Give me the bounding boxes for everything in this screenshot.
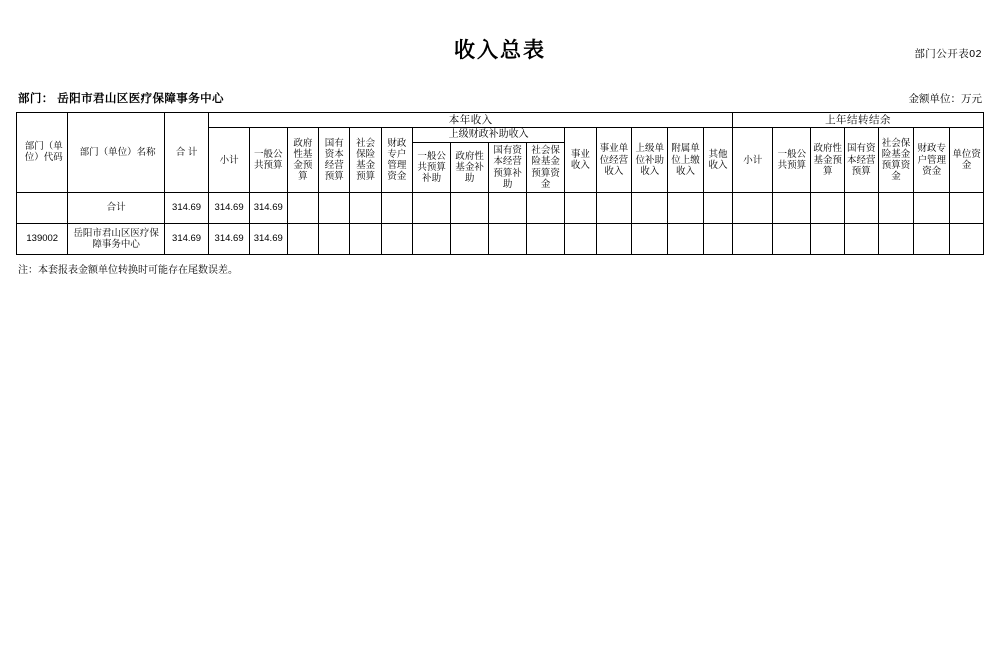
cell-cy-fiscal-special <box>381 223 412 254</box>
cell-total: 314.69 <box>164 223 209 254</box>
cell-cy-social-ins <box>350 192 381 223</box>
cell-co-subtotal <box>733 192 773 223</box>
cell-ss-state-capital <box>489 192 527 223</box>
cell-ss-gov-fund <box>451 223 489 254</box>
document-page <box>0 34 1000 669</box>
header-co-fiscal-special-account: 财政专户管理资金 <box>914 128 950 193</box>
header-co-social-insurance-fund: 社会保险基金预算资金 <box>878 128 914 193</box>
header-cy-superior-unit-subsidy-income: 上级单位补助收入 <box>632 128 668 193</box>
header-cy-social-insurance-fund: 社会保险基金预算 <box>350 128 381 193</box>
cell-co-gov-fund <box>811 223 845 254</box>
cell-co-general <box>773 192 811 223</box>
cell-cy-business-operating <box>596 192 632 223</box>
cell-cy-state-capital <box>319 192 350 223</box>
cell-dept-code: 139002 <box>17 223 68 254</box>
header-dept-name: 部门（单位）名称 <box>68 113 164 193</box>
header-cy-fiscal-special-account: 财政专户管理资金 <box>381 128 412 193</box>
header-dept-code: 部门（单位）代码 <box>17 113 68 193</box>
cell-cy-affiliated <box>668 192 704 223</box>
cell-dept-code <box>17 192 68 223</box>
meta-row <box>16 90 984 106</box>
cell-co-fiscal-special <box>914 223 950 254</box>
cell-co-fiscal-special <box>914 192 950 223</box>
cell-cy-superior-unit <box>632 223 668 254</box>
cell-ss-social-ins <box>527 223 565 254</box>
cell-dept-name: 岳阳市君山区医疗保障事务中心 <box>68 223 164 254</box>
header-cy-affiliated-unit-contribution: 附属单位上缴收入 <box>668 128 704 193</box>
cell-co-general <box>773 223 811 254</box>
cell-ss-social-ins <box>527 192 565 223</box>
header-co-subtotal: 小计 <box>733 128 773 193</box>
page-title: 收入总表 <box>454 39 546 62</box>
header-total: 合 计 <box>164 113 209 193</box>
header-ss-general-public-budget-subsidy: 一般公共预算补助 <box>413 143 451 193</box>
cell-cy-affiliated <box>668 223 704 254</box>
header-cy-business-income: 事业收入 <box>565 128 596 193</box>
form-code-label: 部门公开表02 <box>914 48 982 60</box>
cell-co-subtotal <box>733 223 773 254</box>
cell-co-state-capital <box>845 192 879 223</box>
header-ss-gov-fund-subsidy: 政府性基金补助 <box>451 143 489 193</box>
cell-ss-general <box>413 223 451 254</box>
header-co-general-public-budget: 一般公共预算 <box>773 128 811 193</box>
cell-dept-name: 合计 <box>68 192 164 223</box>
table-row <box>17 223 984 254</box>
amount-unit-label: 金额单位：万元 <box>908 93 982 105</box>
cell-cy-gov-fund <box>287 192 318 223</box>
revenue-summary-table <box>16 112 984 255</box>
header-superior-subsidy-group: 上级财政补助收入 <box>413 128 565 143</box>
cell-cy-superior-unit <box>632 192 668 223</box>
header-group-current-year: 本年收入 <box>209 113 733 128</box>
cell-cy-state-capital <box>319 223 350 254</box>
cell-cy-other <box>703 223 732 254</box>
cell-cy-fiscal-special <box>381 192 412 223</box>
header-co-state-capital-budget: 国有资本经营预算 <box>845 128 879 193</box>
cell-ss-state-capital <box>489 223 527 254</box>
cell-cy-gov-fund <box>287 223 318 254</box>
cell-co-state-capital <box>845 223 879 254</box>
header-ss-state-capital-subsidy: 国有资本经营预算补助 <box>489 143 527 193</box>
header-group-carryover: 上年结转结余 <box>733 113 984 128</box>
table-note: 注：本套报表金额单位转换时可能存在尾数误差。 <box>18 264 238 276</box>
table-row <box>17 192 984 223</box>
header-ss-social-insurance-fund-subsidy: 社会保险基金预算资金 <box>527 143 565 193</box>
cell-co-gov-fund <box>811 192 845 223</box>
cell-cy-subtotal: 314.69 <box>209 192 249 223</box>
header-cy-general-public-budget: 一般公共预算 <box>249 128 287 193</box>
cell-cy-general: 314.69 <box>249 192 287 223</box>
cell-ss-general <box>413 192 451 223</box>
header-cy-gov-fund-budget: 政府性基金预算 <box>287 128 318 193</box>
cell-co-social-ins <box>878 192 914 223</box>
table-body <box>17 192 984 254</box>
cell-cy-business-operating <box>596 223 632 254</box>
header-co-unit-funds: 单位资金 <box>950 128 984 193</box>
header-cy-subtotal: 小计 <box>209 128 249 193</box>
header-co-gov-fund-budget: 政府性基金预算 <box>811 128 845 193</box>
header-cy-business-unit-operating-income: 事业单位经营收入 <box>596 128 632 193</box>
header-cy-other-income: 其他收入 <box>703 128 732 193</box>
cell-cy-other <box>703 192 732 223</box>
cell-cy-subtotal: 314.69 <box>209 223 249 254</box>
cell-ss-gov-fund <box>451 192 489 223</box>
cell-cy-general: 314.69 <box>249 223 287 254</box>
cell-cy-business <box>565 192 596 223</box>
cell-co-unit-funds <box>950 192 984 223</box>
header-cy-state-capital-budget: 国有资本经营预算 <box>319 128 350 193</box>
cell-total: 314.69 <box>164 192 209 223</box>
cell-cy-business <box>565 223 596 254</box>
department-label: 部门： 岳阳市君山区医疗保障事务中心 <box>18 93 224 105</box>
cell-co-unit-funds <box>950 223 984 254</box>
cell-cy-social-ins <box>350 223 381 254</box>
cell-co-social-ins <box>878 223 914 254</box>
